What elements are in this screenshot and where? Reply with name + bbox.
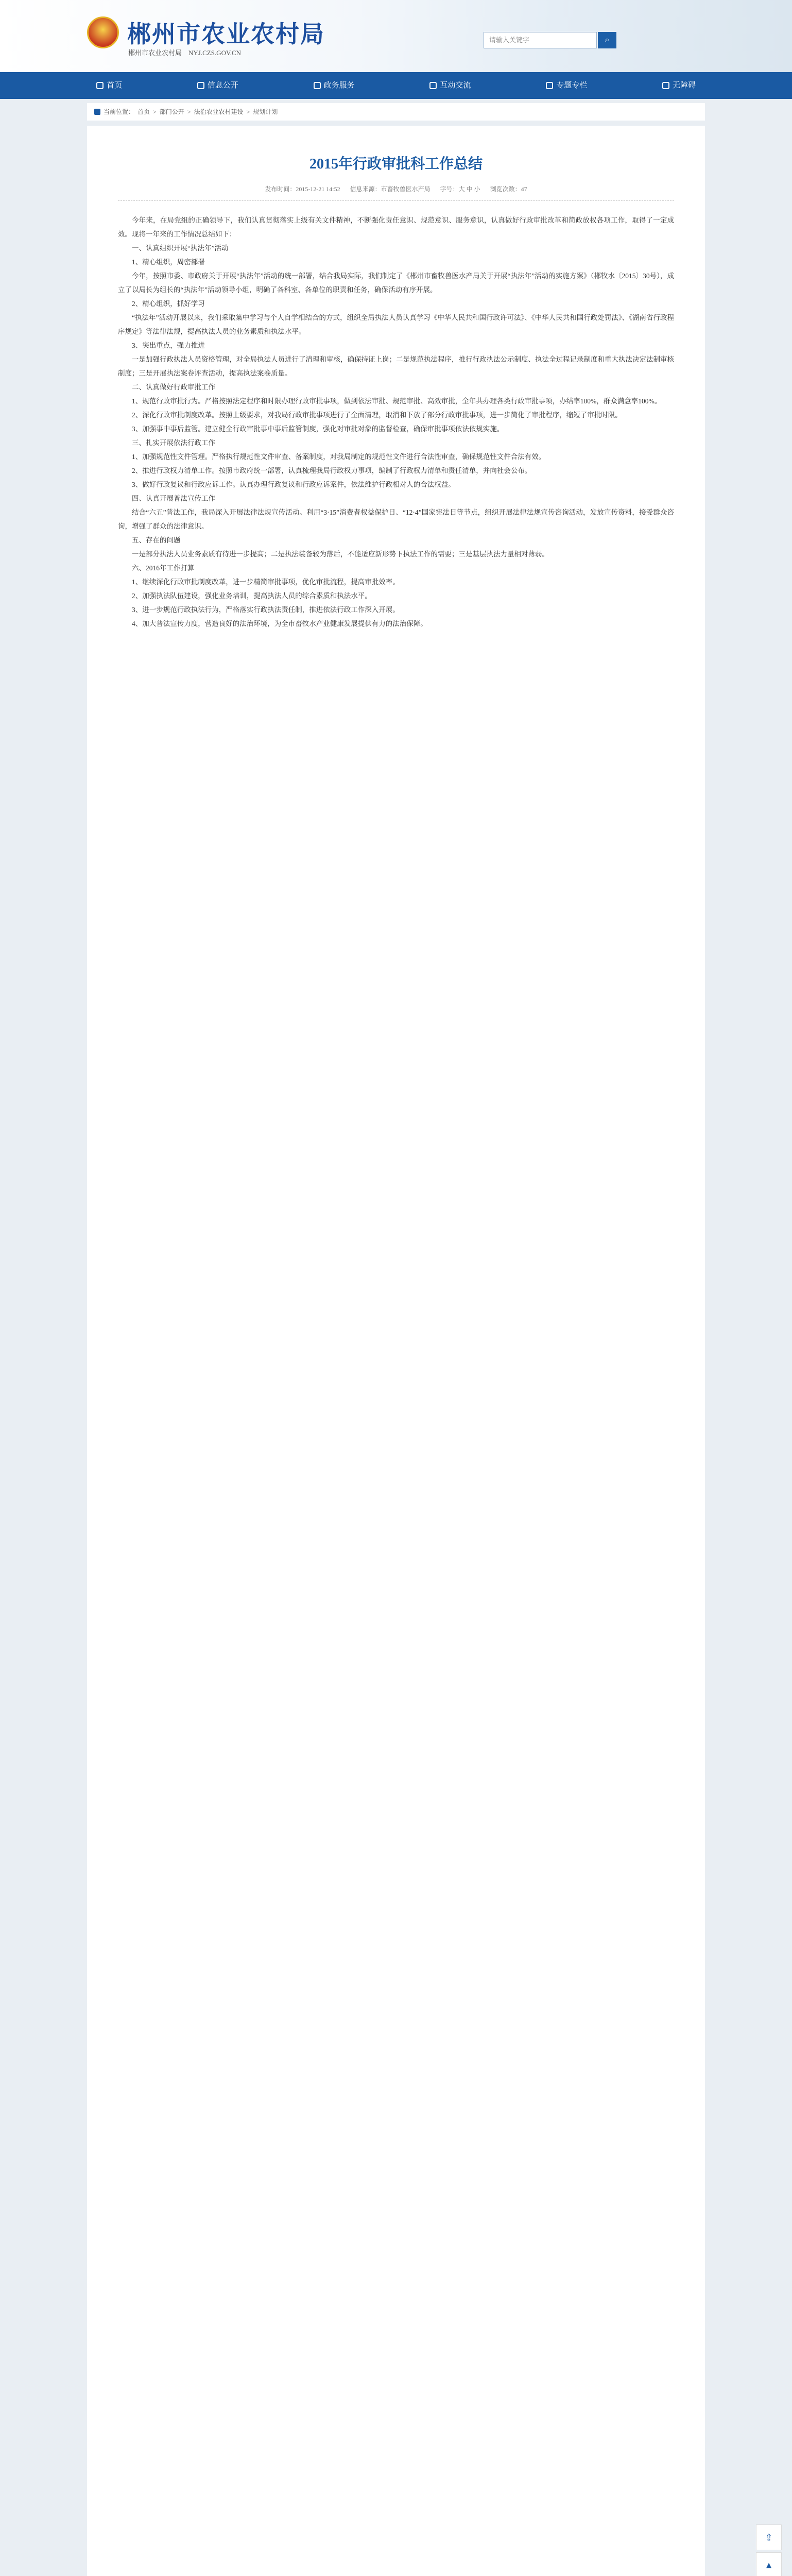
national-emblem-icon (87, 16, 119, 48)
article-title: 2015年行政审批科工作总结 (309, 156, 483, 172)
font-size-control[interactable]: 字号：大 中 小 (440, 185, 480, 193)
breadcrumb-prefix: 当前位置： (104, 108, 135, 115)
chat-icon (429, 82, 437, 89)
paragraph: 2、精心组织，抓好学习 (132, 300, 205, 308)
publish-date: 发布时间：2015-12-21 14:52 (265, 185, 340, 193)
paragraph: 三、扎实开展依法行政工作 (132, 439, 215, 447)
paragraph: 六、2016年工作打算 (132, 564, 195, 572)
breadcrumb-item[interactable]: 部门公开 (159, 108, 184, 115)
nav-info-open[interactable] (188, 72, 248, 99)
paragraph: 四、认真开展普法宣传工作 (132, 495, 215, 502)
paragraph: 1、规范行政审批行为。严格按照法定程序和时限办理行政审批事项，做到依法审批、规范审批、高效审批，全年共办理各类行政审批事项，办结率100%，群众满意率100%。 (132, 397, 662, 405)
nav-label: 专题专栏 (556, 81, 588, 90)
breadcrumb-item[interactable]: 规划计划 (253, 108, 278, 115)
paragraph: 3、突出重点，强力推进 (132, 342, 205, 349)
main-nav (0, 72, 792, 99)
nav-services[interactable] (304, 72, 364, 99)
paragraph: 一、认真组织开展“执法年”活动 (132, 244, 229, 252)
paragraph: 1、精心组织，周密部署 (132, 258, 205, 266)
nav-interaction[interactable] (420, 72, 480, 99)
paragraph: “执法年”活动开展以来，我们采取集中学习与个人自学相结合的方式，组织全局执法人员认真学习《中华人民共和国行政许可法》、《中华人民共和国行政处罚法》、《湖南省行政程序规定》等法律法规，提高执法人员的业务素质和执法水平。 (118, 314, 674, 335)
nav-label: 首页 (107, 81, 123, 90)
paragraph: 结合“六五”普法工作，我局深入开展法律法规宣传活动。利用“3·15”消费者权益保护日、“12·4”国家宪法日等节点，组织开展法律法规宣传咨询活动，发放宣传资料，接受群众咨询，增强了群众的法律意识。 (118, 509, 674, 530)
breadcrumb-item[interactable]: 法治农业农村建设 (194, 108, 244, 115)
back-to-top-icon[interactable]: ▲ (756, 2552, 782, 2576)
nav-label: 无障碍 (672, 81, 696, 90)
paragraph: 3、做好行政复议和行政应诉工作。认真办理行政复议和行政应诉案件，依法维护行政相对人的合法权益。 (132, 481, 455, 488)
site-subtitle: 郴州市农业农村局 NYJ.CZS.GOV.CN (128, 49, 241, 57)
paragraph: 2、推进行政权力清单工作。按照市政府统一部署，认真梳理我局行政权力事项，编制了行政权力清单和责任清单，并向社会公布。 (132, 467, 532, 474)
paragraph: 3、加强事中事后监管。建立健全行政审批事中事后监管制度，强化对审批对象的监督检查，确保审批事项依法依规实施。 (132, 425, 504, 433)
paragraph: 五、存在的问题 (132, 536, 181, 544)
share-icon[interactable]: ⇪ (756, 2524, 782, 2550)
paragraph: 今年来，在局党组的正确领导下，我们认真贯彻落实上级有关文件精神，不断强化责任意识、规范意识、服务意识，认真做好行政审批改革和简政放权各项工作，取得了一定成效。现将一年来的工作情况总结如下： (118, 216, 674, 238)
nav-home[interactable] (87, 72, 131, 99)
nav-topics[interactable] (537, 72, 596, 99)
service-icon (314, 82, 321, 89)
article-body (118, 213, 674, 2418)
location-icon (94, 109, 100, 115)
view-count: 浏览次数：47 (490, 185, 527, 193)
article-meta (118, 184, 674, 201)
site-header (0, 0, 792, 72)
paragraph: 1、加强规范性文件管理。严格执行规范性文件审查、备案制度，对我局制定的规范性文件进行合法性审查，确保规范性文件合法有效。 (132, 453, 546, 461)
paragraph: 二、认真做好行政审批工作 (132, 383, 215, 391)
search-icon[interactable]: ⌕ (598, 32, 616, 48)
paragraph: 4、加大普法宣传力度，营造良好的法治环境，为全市畜牧水产业健康发展提供有力的法治保障。 (132, 620, 427, 628)
site-title[interactable]: 郴州市农业农村局 (127, 21, 325, 47)
paragraph: 今年，按照市委、市政府关于开展“执法年”活动的统一部署，结合我局实际，我们制定了《郴州市畜牧兽医水产局关于开展“执法年”活动的实施方案》（郴牧水〔2015〕30号），成立了以局长为组长的“执法年”活动领导小组，明确了各科室、各单位的职责和任务，确保活动有序开展。 (118, 272, 674, 294)
paragraph: 1、继续深化行政审批制度改革，进一步精简审批事项，优化审批流程，提高审批效率。 (132, 578, 400, 586)
home-icon (96, 82, 104, 89)
breadcrumb-item[interactable]: 首页 (137, 108, 150, 115)
nav-label: 政务服务 (323, 81, 355, 90)
paragraph: 2、加强执法队伍建设，强化业务培训，提高执法人员的综合素质和执法水平。 (132, 592, 372, 600)
document-icon (197, 82, 204, 89)
accessibility-icon (662, 82, 669, 89)
paragraph: 3、进一步规范行政执法行为，严格落实行政执法责任制，推进依法行政工作深入开展。 (132, 606, 400, 614)
breadcrumb: 当前位置： 首页 > 部门公开 > 法治农业农村建设 > 规划计划 (87, 103, 705, 121)
paragraph: 2、深化行政审批制度改革。按照上级要求，对我局行政审批事项进行了全面清理，取消和下放了部分行政审批事项，进一步简化了审批程序，缩短了审批时限。 (132, 411, 622, 419)
paragraph: 一是加强行政执法人员资格管理，对全局执法人员进行了清理和审核，确保持证上岗；二是规范执法程序，推行行政执法公示制度、执法全过程记录制度和重大执法决定法制审核制度；三是开展执法案卷评查活动，提高执法案卷质量。 (118, 355, 674, 377)
search-input[interactable]: 请输入关键字 (484, 32, 597, 48)
side-toolbar (756, 2524, 782, 2576)
article-container (87, 126, 705, 2576)
nav-label: 信息公开 (207, 81, 238, 90)
paragraph: 一是部分执法人员业务素质有待进一步提高；二是执法装备较为落后，不能适应新形势下执法工作的需要；三是基层执法力量相对薄弱。 (132, 550, 549, 558)
info-source: 信息来源：市畜牧兽医水产局 (350, 185, 431, 193)
topic-icon (546, 82, 553, 89)
nav-accessibility[interactable] (653, 72, 705, 99)
nav-label: 互动交流 (440, 81, 471, 90)
